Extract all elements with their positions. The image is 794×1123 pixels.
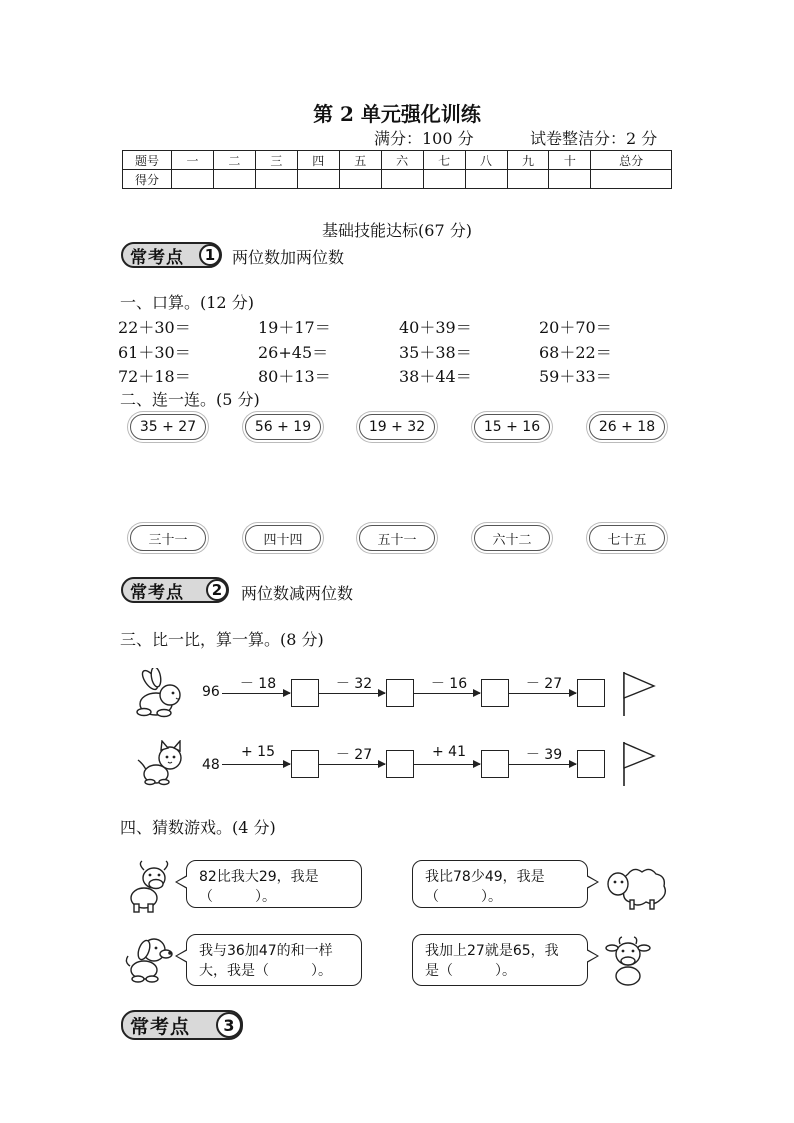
score-input-cell[interactable] <box>213 170 255 189</box>
bubble-line: 大，我是（ ）。 <box>199 963 332 979</box>
bubble-line: 我加上27就是65，我 <box>425 943 559 959</box>
badge-text: 常考点 <box>130 582 184 603</box>
score-input-cell[interactable] <box>549 170 591 189</box>
key-point-badge-1 <box>121 242 222 268</box>
badge-text: 常考点 <box>130 247 184 268</box>
operation-label: － 32 <box>335 676 373 692</box>
answer-box[interactable] <box>291 750 319 778</box>
key-point-label-2: 两位数减两位数 <box>241 584 354 603</box>
score-input-cell[interactable] <box>339 170 381 189</box>
cat-icon <box>134 740 188 786</box>
table-cell: 题号 <box>123 151 172 170</box>
score-table <box>122 150 672 189</box>
match-answer-cloud[interactable]: 三十一 <box>130 525 206 551</box>
arrow-line <box>509 693 576 694</box>
page-title: 第 2 单元强化训练 <box>313 102 481 126</box>
cow-icon <box>126 860 172 914</box>
bubble-line: 我与36加47的和一样 <box>199 943 333 959</box>
answer-box[interactable] <box>291 679 319 707</box>
operation-label: － 16 <box>430 676 468 692</box>
bubble-line: （ ）。 <box>199 889 276 905</box>
key-point-badge-2 <box>121 577 229 603</box>
section-title: 基础技能达标(67 分) <box>322 221 472 240</box>
flag-icon <box>620 740 660 788</box>
question-2-title: 二、连一连。(5 分) <box>120 390 260 409</box>
arrow-line <box>222 693 290 694</box>
table-cell: 得分 <box>123 170 172 189</box>
arrow-line <box>319 764 385 765</box>
match-answer-cloud[interactable]: 六十二 <box>474 525 550 551</box>
calc-item: 20＋70＝ <box>539 318 612 337</box>
arrow-line <box>319 693 385 694</box>
calc-item: 38＋44＝ <box>399 367 472 386</box>
arrow-line <box>414 764 480 765</box>
badge-number: 3 <box>216 1012 242 1038</box>
badge-number: 1 <box>199 244 221 266</box>
arrow-line <box>509 764 576 765</box>
score-input-cell[interactable] <box>465 170 507 189</box>
table-cell: 总分 <box>591 151 672 170</box>
key-point-label-1: 两位数加两位数 <box>232 248 345 267</box>
answer-box[interactable] <box>481 679 509 707</box>
table-cell: 七 <box>423 151 465 170</box>
score-input-cell[interactable] <box>255 170 297 189</box>
answer-box[interactable] <box>577 679 605 707</box>
calc-item: 80＋13＝ <box>258 367 331 386</box>
score-input-cell[interactable] <box>381 170 423 189</box>
arrow-line <box>222 764 290 765</box>
match-expression-cloud[interactable]: 15 + 16 <box>474 414 550 440</box>
answer-box[interactable] <box>386 750 414 778</box>
bubble-line: 82比我大29，我是 <box>199 869 319 885</box>
operation-label: + 15 <box>241 744 275 760</box>
bubble-line: 是（ ）。 <box>425 963 516 979</box>
question-4-title: 四、猜数游戏。(4 分) <box>120 818 276 837</box>
table-cell: 八 <box>465 151 507 170</box>
answer-box[interactable] <box>386 679 414 707</box>
score-input-cell[interactable] <box>297 170 339 189</box>
calc-item: 22＋30＝ <box>118 318 191 337</box>
calc-item: 61＋30＝ <box>118 343 191 362</box>
match-expression-cloud[interactable]: 56 + 19 <box>245 414 321 440</box>
badge-text: 常考点 <box>130 1015 191 1038</box>
speech-bubble <box>412 860 588 908</box>
table-cell: 一 <box>172 151 214 170</box>
table-cell: 四 <box>297 151 339 170</box>
operation-label: － 18 <box>239 676 277 692</box>
operation-label: － 39 <box>525 747 563 763</box>
score-input-cell[interactable] <box>423 170 465 189</box>
score-input-cell[interactable] <box>172 170 214 189</box>
calc-item: 72＋18＝ <box>118 367 191 386</box>
answer-box[interactable] <box>481 750 509 778</box>
sheep-icon <box>604 864 672 910</box>
calc-item: 35＋38＝ <box>399 343 472 362</box>
match-expression-cloud[interactable]: 35 + 27 <box>130 414 206 440</box>
calc-item: 40＋39＝ <box>399 318 472 337</box>
calf-icon <box>604 936 652 988</box>
bubble-line: 我比78少49，我是 <box>425 869 545 885</box>
score-table-score-row <box>123 170 672 189</box>
table-cell: 六 <box>381 151 423 170</box>
flag-icon <box>620 670 660 718</box>
score-input-cell[interactable] <box>507 170 549 189</box>
operation-label: + 41 <box>432 744 466 760</box>
speech-bubble <box>186 934 362 986</box>
calc-item: 59＋33＝ <box>539 367 612 386</box>
table-cell: 二 <box>213 151 255 170</box>
arrow-line <box>414 693 480 694</box>
badge-number: 2 <box>206 579 228 601</box>
match-answer-cloud[interactable]: 五十一 <box>359 525 435 551</box>
question-3-title: 三、比一比，算一算。(8 分) <box>120 630 324 649</box>
match-answer-cloud[interactable]: 四十四 <box>245 525 321 551</box>
score-input-cell[interactable] <box>591 170 672 189</box>
score-table-header-row <box>123 151 672 170</box>
neatness-score: 试卷整洁分：2 分 <box>530 129 658 148</box>
match-expression-cloud[interactable]: 19 + 32 <box>359 414 435 440</box>
speech-bubble <box>412 934 588 986</box>
calc-item: 68＋22＝ <box>539 343 612 362</box>
operation-label: － 27 <box>525 676 563 692</box>
match-expression-cloud[interactable]: 26 + 18 <box>589 414 665 440</box>
key-point-badge-3 <box>121 1010 243 1040</box>
dog-icon <box>124 934 174 984</box>
start-number: 48 <box>202 757 220 773</box>
operation-label: － 27 <box>335 747 373 763</box>
answer-box[interactable] <box>577 750 605 778</box>
table-cell: 十 <box>549 151 591 170</box>
rabbit-icon <box>134 668 186 718</box>
table-cell: 三 <box>255 151 297 170</box>
speech-bubble <box>186 860 362 908</box>
bubble-line: （ ）。 <box>425 889 502 905</box>
calc-item: 19＋17＝ <box>258 318 331 337</box>
question-1-title: 一、口算。(12 分) <box>120 293 254 312</box>
start-number: 96 <box>202 684 220 700</box>
full-score: 满分：100 分 <box>374 129 474 148</box>
match-answer-cloud[interactable]: 七十五 <box>589 525 665 551</box>
table-cell: 九 <box>507 151 549 170</box>
calc-item: 26+45＝ <box>258 343 329 362</box>
table-cell: 五 <box>339 151 381 170</box>
